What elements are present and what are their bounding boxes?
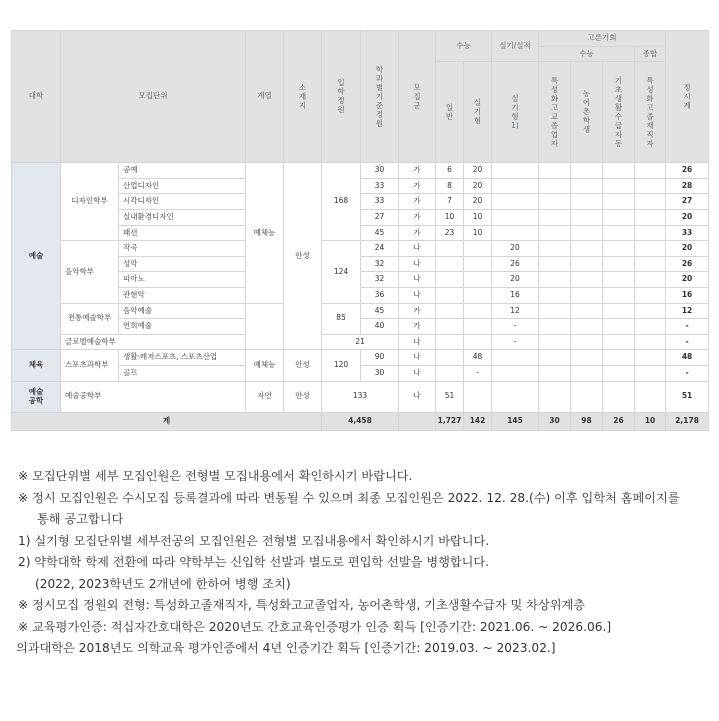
practical-cell	[464, 381, 492, 412]
general-cell: 23	[436, 225, 464, 241]
note: ※ 교육평가인증: 적십자간호대학은 2020년도 간호교육인증평가 인증 획득 [인증기간: 2021.06. ~ 2026.06.]	[18, 619, 612, 634]
header-suneung: 수능	[436, 31, 492, 62]
header-quota: 입학정원	[322, 31, 361, 163]
header-unit: 모집단위	[61, 31, 246, 163]
note: 2) 약학대학 학제 전환에 따라 약학부는 신입학 선발과 별도로 편입학 선발을 병행합니다.	[18, 555, 490, 569]
header-spec-hs: 특성화고교졸업자	[539, 62, 571, 163]
track-cell: 자연	[246, 381, 284, 412]
dept-cell: 40	[361, 319, 399, 335]
general-cell: 6	[436, 163, 464, 179]
group-cell: 나	[399, 272, 436, 288]
group-cell: 나	[399, 365, 436, 381]
practical-cell	[464, 334, 492, 350]
total-cell: 26	[666, 163, 709, 179]
basic-cell	[603, 163, 635, 179]
total-cell: 26	[666, 256, 709, 272]
group-cell: 가	[399, 194, 436, 210]
practical-cell	[464, 287, 492, 303]
spec-cell	[539, 163, 571, 179]
general-cell	[436, 365, 464, 381]
total-cell: 12	[666, 303, 709, 319]
header-location: 소재지	[284, 31, 322, 163]
prac-cell	[492, 365, 539, 381]
practical-cell: 10	[464, 209, 492, 225]
header-group: 모집군	[399, 31, 436, 163]
group-cell: 가	[399, 319, 436, 335]
sub-cell: 음악예술	[119, 303, 246, 319]
sub-cell: 골프	[119, 365, 246, 381]
total-cell: 48	[666, 350, 709, 366]
note: ※ 정시 모집인원은 수시모집 등록결과에 따라 변동될 수 있으며 최종 모집인원은 2022. 12. 28.(수) 이후 입학처 홈페이지를	[18, 490, 680, 505]
prac-cell	[492, 178, 539, 194]
practical-cell: 48	[464, 350, 492, 366]
dept-cell: 45	[361, 225, 399, 241]
note: 통해 공고합니다	[37, 512, 124, 526]
total-basic: 26	[603, 412, 635, 430]
general-cell: 10	[436, 209, 464, 225]
table-row	[12, 381, 709, 412]
major-cell: 글로벌예술학부	[61, 334, 246, 350]
table-row	[12, 303, 709, 319]
footnote-mark: 1)	[511, 120, 519, 130]
general-cell	[436, 241, 464, 257]
prac-cell	[492, 350, 539, 366]
total-worker: 10	[635, 412, 666, 430]
prac-cell: 20	[492, 272, 539, 288]
general-cell	[436, 334, 464, 350]
general-cell: 8	[436, 178, 464, 194]
total-sum: 2,178	[666, 412, 709, 430]
total-cell: -	[666, 319, 709, 335]
header-rural: 농어촌학생	[571, 62, 603, 163]
quota-cell: 124	[322, 241, 361, 303]
practical-cell: 20	[464, 178, 492, 194]
major-cell: 음악학부	[61, 241, 119, 303]
table-row	[12, 241, 709, 257]
total-spec: 30	[539, 412, 571, 430]
general-cell	[436, 319, 464, 335]
sub-cell: 패션	[119, 225, 246, 241]
header-univ: 대학	[12, 31, 61, 163]
total-rural: 98	[571, 412, 603, 430]
prac-cell: 20	[492, 241, 539, 257]
total-cell: 33	[666, 225, 709, 241]
track-cell: 예체능	[246, 350, 284, 381]
header-track: 계열	[246, 31, 284, 163]
general-cell: 7	[436, 194, 464, 210]
total-cell: 20	[666, 272, 709, 288]
general-cell	[436, 350, 464, 366]
header-dept-base: 학과별기준정원	[361, 31, 399, 163]
loc-cell: 안성	[284, 350, 322, 381]
prac-cell	[492, 209, 539, 225]
prac-cell: -	[492, 319, 539, 335]
practical-cell: 20	[464, 163, 492, 179]
loc-cell: 안성	[284, 381, 322, 412]
dept-cell: 33	[361, 178, 399, 194]
major-cell: 스포츠과학부	[61, 350, 119, 381]
total-cell: 51	[666, 381, 709, 412]
total-cell: 27	[666, 194, 709, 210]
sub-cell: 연희예술	[119, 319, 246, 335]
dept-cell: 32	[361, 272, 399, 288]
group-cell: 가	[399, 209, 436, 225]
header-total: 정시계	[666, 31, 709, 163]
total-practical: 142	[464, 412, 492, 430]
header-goreun-suneung: 수능	[539, 46, 635, 62]
practical-cell: 10	[464, 225, 492, 241]
header-practical-group: 실기/실적	[492, 31, 539, 62]
total-general: 1,727	[436, 412, 464, 430]
prac-cell	[492, 194, 539, 210]
group-cell: 가	[399, 178, 436, 194]
practical-cell	[464, 272, 492, 288]
practical-cell	[464, 241, 492, 257]
major-cell: 전통예술학부	[61, 303, 119, 334]
total-cell: 20	[666, 241, 709, 257]
header-jonghap: 종합	[635, 46, 666, 62]
table-row	[12, 163, 709, 179]
practical-cell: -	[464, 365, 492, 381]
general-cell	[436, 256, 464, 272]
prac-cell	[492, 163, 539, 179]
practical-cell	[464, 303, 492, 319]
prac-cell	[492, 381, 539, 412]
dept-cell: 33	[361, 194, 399, 210]
sub-cell: 작곡	[119, 241, 246, 257]
worker-cell	[635, 163, 666, 179]
prac-cell: 26	[492, 256, 539, 272]
general-cell	[436, 303, 464, 319]
group-cell: 나	[399, 381, 436, 412]
dept-cell: 30	[361, 163, 399, 179]
header-general: 일반	[436, 62, 464, 163]
header-practical: 실기형	[464, 62, 492, 163]
header-practical-col: 실기형 1)	[492, 62, 539, 163]
track-cell: 예체능	[246, 163, 284, 303]
track-cell-empty	[246, 303, 284, 350]
loc-cell: 안성	[284, 163, 322, 350]
sub-cell: 산업디자인	[119, 178, 246, 194]
group-cell: 나	[399, 287, 436, 303]
general-cell	[436, 287, 464, 303]
dept-cell: 24	[361, 241, 399, 257]
rural-cell	[571, 163, 603, 179]
practical-cell	[464, 319, 492, 335]
header-spec-worker: 특성화고졸재직자	[635, 62, 666, 163]
sub-cell: 공예	[119, 163, 246, 179]
practical-cell	[464, 256, 492, 272]
total-prac: 145	[492, 412, 539, 430]
quota-cell: 133	[322, 381, 399, 412]
univ-cell: 예술공학	[12, 381, 61, 412]
prac-cell: -	[492, 334, 539, 350]
note: 1) 실기형 모집단위별 세부전공의 모집인원은 전형별 모집내용에서 확인하시기 바랍니다.	[18, 533, 490, 548]
quota-cell: 21	[322, 334, 399, 350]
group-cell: 나	[399, 350, 436, 366]
prac-cell	[492, 225, 539, 241]
quota-cell: 85	[322, 303, 361, 334]
sub-cell: 실내환경디자인	[119, 209, 246, 225]
univ-cell: 예술	[12, 163, 61, 350]
sub-cell: 피아노	[119, 272, 246, 288]
group-cell: 나	[399, 241, 436, 257]
sub-cell: 관현악	[119, 287, 246, 303]
group-cell: 나	[399, 334, 436, 350]
total-cell: 20	[666, 209, 709, 225]
note: ※ 모집단위별 세부 모집인원은 전형별 모집내용에서 확인하시기 바랍니다.	[18, 469, 413, 483]
note: 의과대학은 2018년도 의학교육 평가인증에서 4년 인증기간 획득 [인증기간: 2019.03. ~ 2023.02.]	[16, 641, 556, 655]
group-cell: 가	[399, 303, 436, 319]
total-row	[12, 412, 709, 430]
quota-cell: 120	[322, 350, 361, 381]
sub-cell: 시각디자인	[119, 194, 246, 210]
general-cell	[436, 272, 464, 288]
total-cell: 28	[666, 178, 709, 194]
note: ※ 정시모집 정원외 전형: 특성화고졸재직자, 특성화고교졸업자, 농어촌학생, 기초생활수급자 및 차상위계층	[18, 598, 586, 612]
dept-cell: 27	[361, 209, 399, 225]
prac-cell: 12	[492, 303, 539, 319]
dept-cell: 90	[361, 350, 399, 366]
sub-cell: 성악	[119, 256, 246, 272]
prac-cell: 16	[492, 287, 539, 303]
total-label: 계	[12, 412, 322, 430]
total-quota: 4,458	[322, 412, 399, 430]
header-basic: 기초생활수급자등	[603, 62, 635, 163]
admission-table	[11, 30, 709, 431]
major-cell: 예술공학부	[61, 381, 246, 412]
univ-cell: 체육	[12, 350, 61, 381]
dept-cell: 45	[361, 303, 399, 319]
dept-cell: 32	[361, 256, 399, 272]
group-cell: 가	[399, 163, 436, 179]
group-cell: 가	[399, 225, 436, 241]
total-cell: 16	[666, 287, 709, 303]
major-cell: 디자인학부	[61, 163, 119, 241]
dept-cell: 30	[361, 365, 399, 381]
group-cell: 나	[399, 256, 436, 272]
practical-cell: 20	[464, 194, 492, 210]
dept-cell: 36	[361, 287, 399, 303]
sub-cell: 생활·레저스포츠, 스포츠산업	[119, 350, 246, 366]
note: (2022, 2023학년도 2개년에 한하여 병행 조치)	[35, 576, 291, 591]
total-cell: -	[666, 334, 709, 350]
general-cell: 51	[436, 381, 464, 412]
table-row	[12, 350, 709, 366]
total-cell: -	[666, 365, 709, 381]
quota-cell: 168	[322, 163, 361, 241]
header-goreun: 고른기회	[539, 31, 666, 47]
notes	[18, 466, 718, 660]
table-row	[12, 334, 709, 350]
